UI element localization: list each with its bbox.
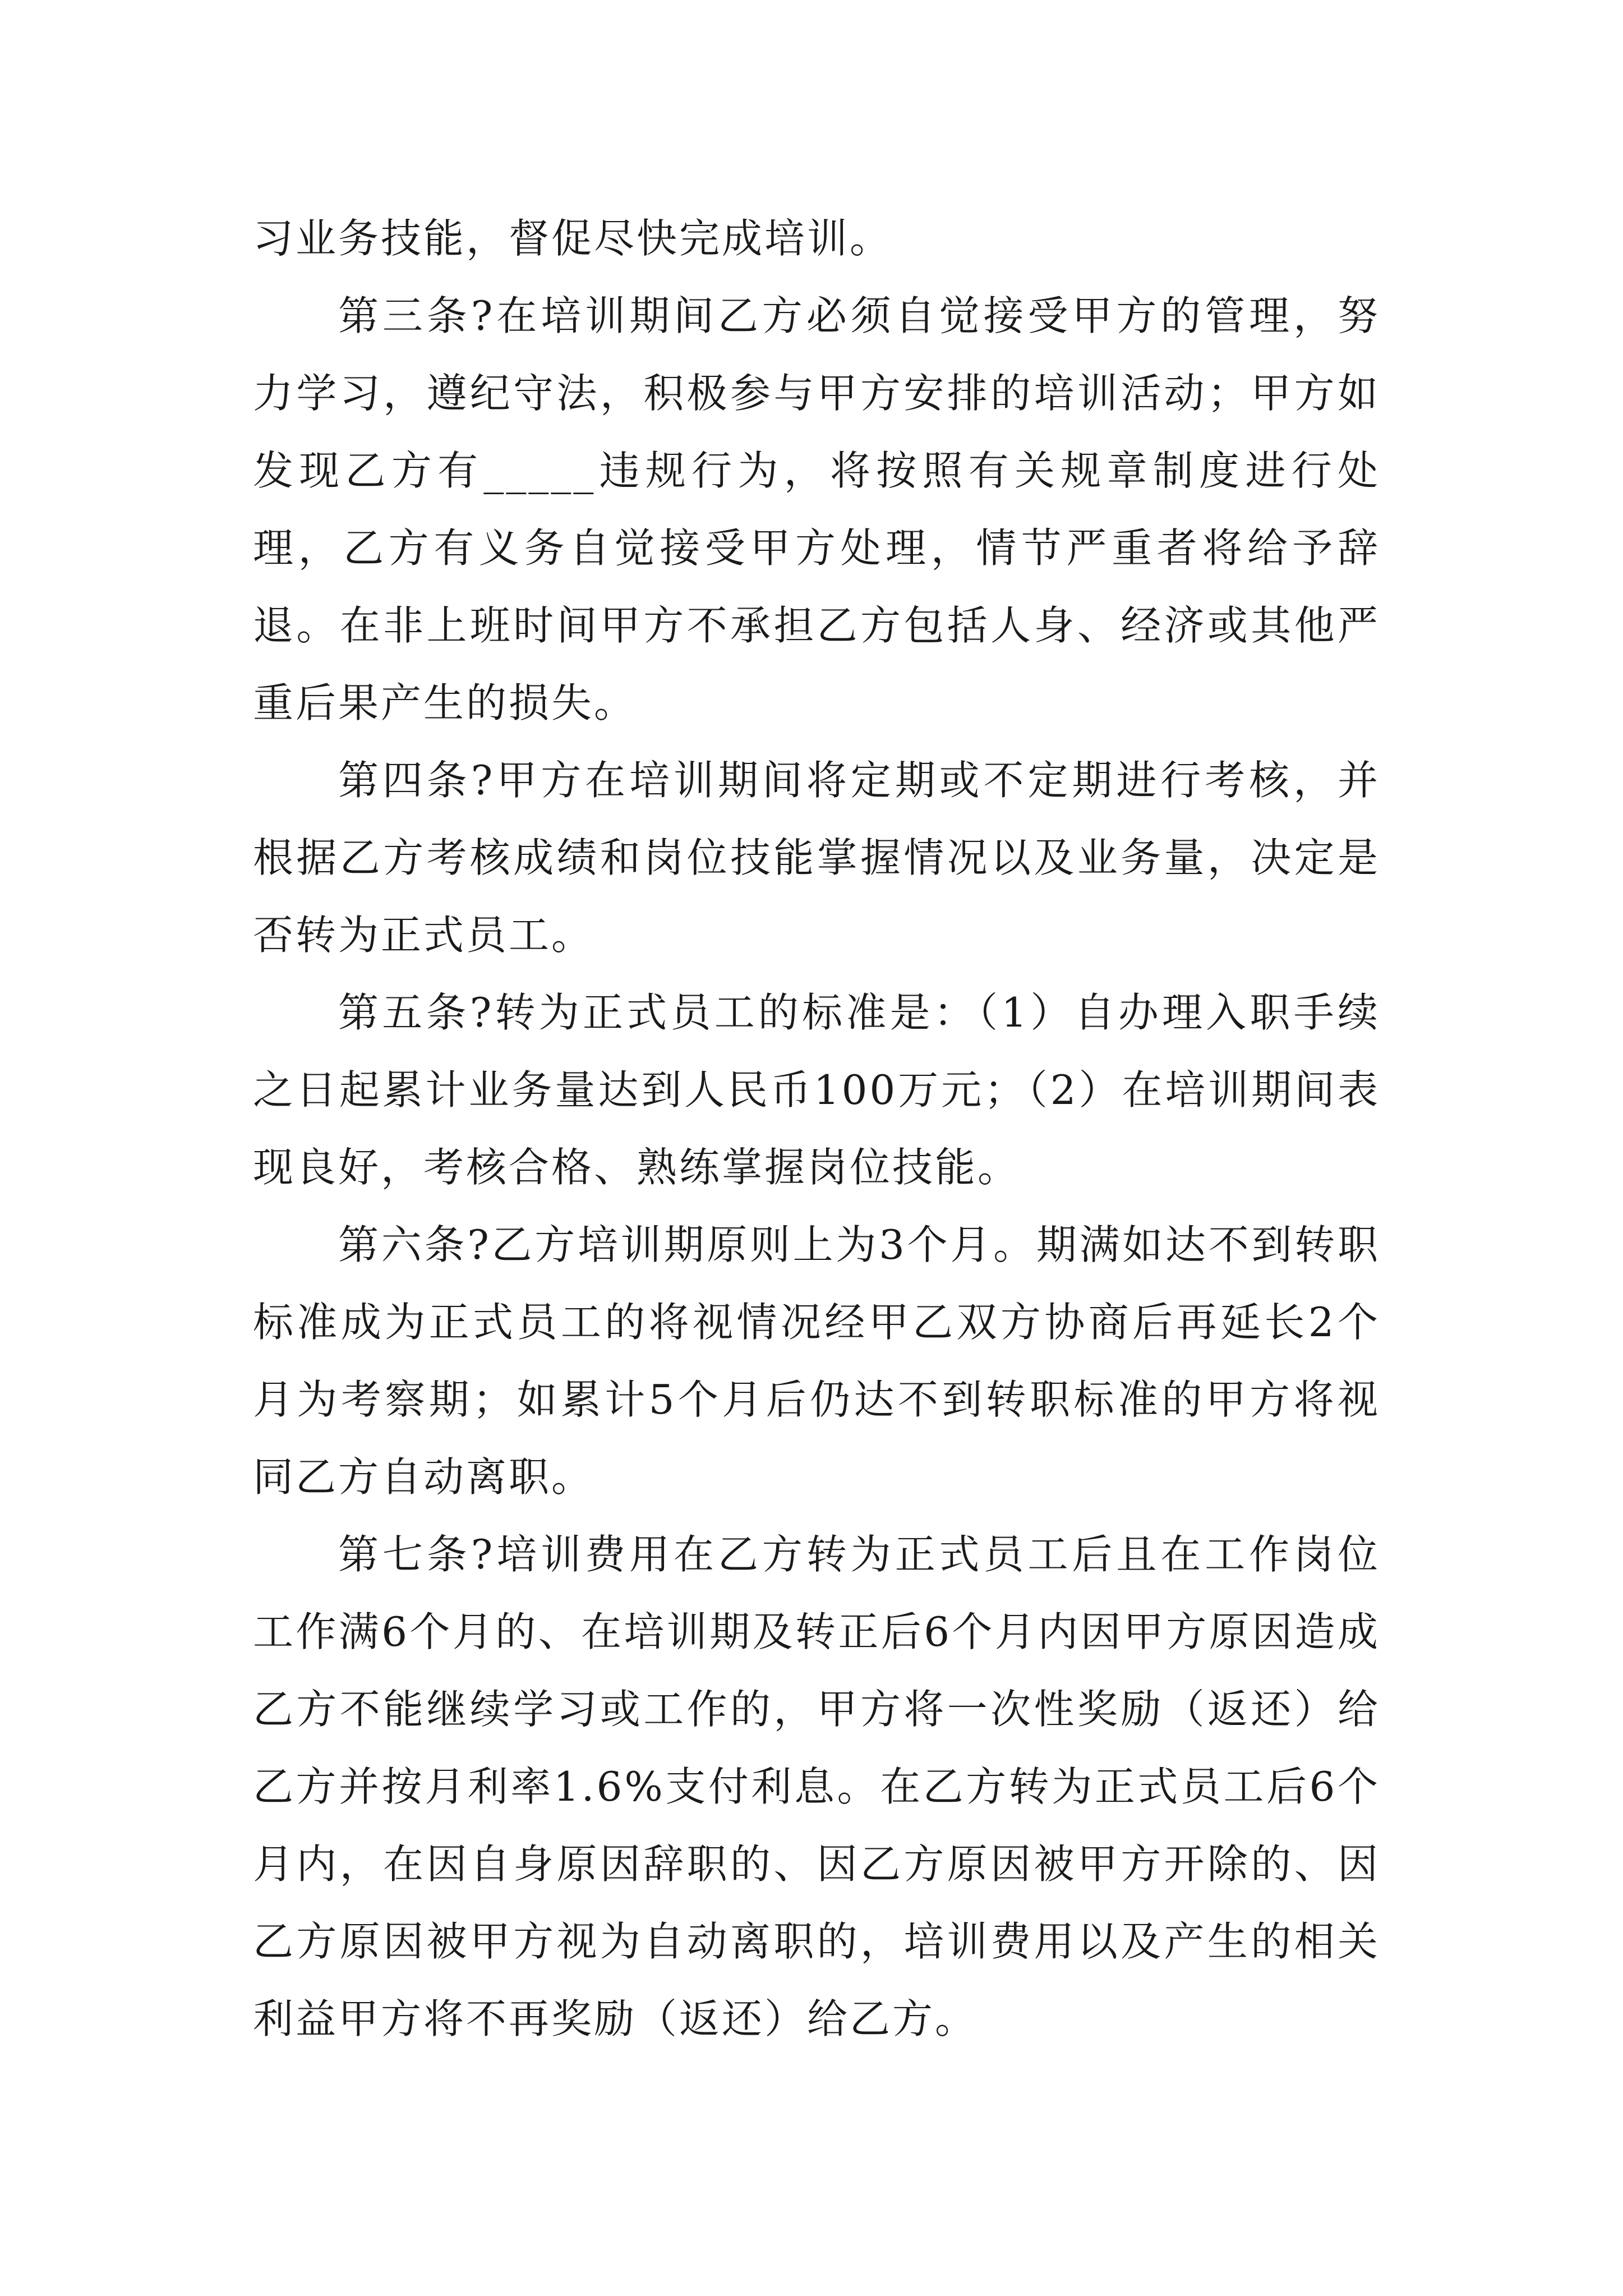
paragraph-article-4: 第四条?甲方在培训期间将定期或不定期进行考核，并根据乙方考核成绩和岗位技能掌握情况以及业务量，决定是否转为正式员工。 <box>253 757 1380 959</box>
paragraph-article-6: 第六条?乙方培训期原则上为3个月。期满如达不到转职标准成为正式员工的将视情况经甲乙双方协商后再延长2个月为考察期；如累计5个月后仍达不到转职标准的甲方将视同乙方自动离职。 <box>253 1221 1380 1501</box>
document-body <box>253 200 1380 2058</box>
paragraph-article-3: 第三条?在培训期间乙方必须自觉接受甲方的管理，努力学习，遵纪守法，积极参与甲方安排的培训活动；甲方如发现乙方有_____违规行为，将按照有关规章制度进行处理，乙方有义务自觉接受甲方处理，情节严重者将给予辞退。在非上班时间甲方不承担乙方包括人身、经济或其他严重后果产生的损失。 <box>253 292 1380 726</box>
paragraph-article-7: 第七条?培训费用在乙方转为正式员工后且在工作岗位工作满6个月的、在培训期及转正后6个月内因甲方原因造成乙方不能继续学习或工作的，甲方将一次性奖励（返还）给乙方并按月利率1.6%支付利息。在乙方转为正式员工后6个月内，在因自身原因辞职的、因乙方原因被甲方开除的、因乙方原因被甲方视为自动离职的，培训费用以及产生的相关利益甲方将不再奖励（返还）给乙方。 <box>253 1531 1380 2042</box>
paragraph-continuation: 习业务技能，督促尽快完成培训。 <box>253 215 893 262</box>
paragraph-article-5: 第五条?转为正式员工的标准是：（1）自办理入职手续之日起累计业务量达到人民币100万元；（2）在培训期间表现良好，考核合格、熟练掌握岗位技能。 <box>253 989 1380 1191</box>
